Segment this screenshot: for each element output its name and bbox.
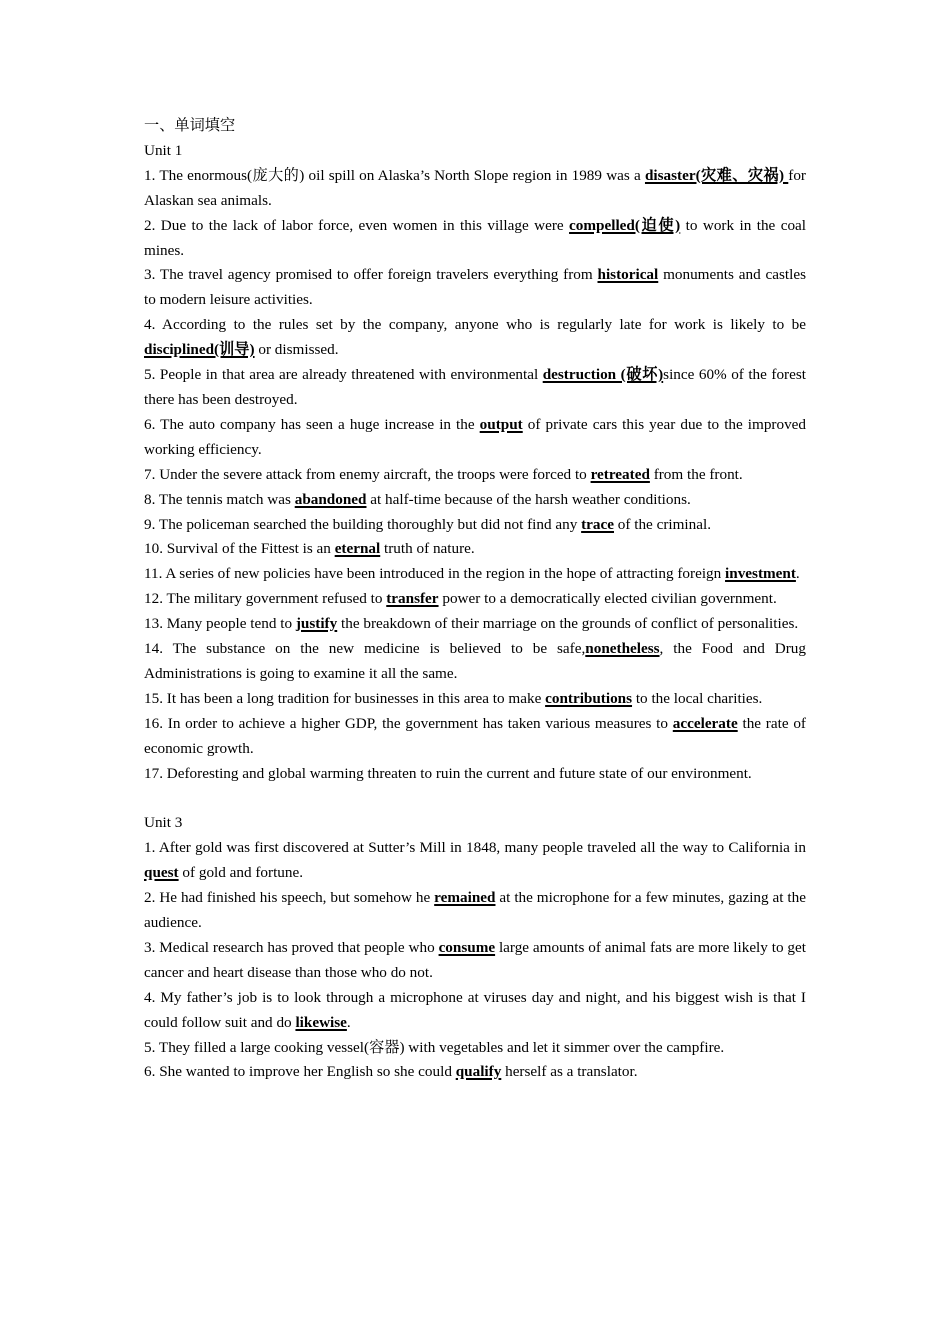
answer-word: remained: [434, 889, 496, 907]
section-heading: 一、单词填空: [144, 117, 236, 134]
exercise-item: 16. In order to achieve a higher GDP, the government has taken various measures to accelerate the rate of economic growth.: [144, 714, 806, 757]
unit3-title: Unit 3: [144, 814, 183, 832]
exercise-item: 15. It has been a long tradition for businesses in this area to make contributions to the local charities.: [144, 689, 763, 707]
exercise-item: 1. The enormous(庞大的) oil spill on Alaska’s North Slope region in 1989 was a disaster(灾难、灾祸) for Alaskan sea animals.: [144, 166, 806, 209]
exercise-item: 3. The travel agency promised to offer foreign travelers everything from historical monuments and castles to modern leisure activities.: [144, 266, 806, 309]
answer-word: abandoned: [294, 490, 367, 508]
answer-word: nonetheless: [585, 640, 660, 658]
answer-word: disciplined(训导): [144, 341, 255, 359]
exercise-item: 6. The auto company has seen a huge increase in the output of private cars this year due to the improved working efficiency.: [144, 415, 806, 458]
answer-word: eternal: [334, 540, 381, 558]
unit3-exercise-list: [144, 836, 806, 1085]
section-spacer: [144, 786, 806, 811]
answer-word: accelerate: [672, 714, 738, 732]
answer-word: trace: [581, 515, 614, 533]
answer-word: transfer: [386, 590, 439, 608]
unit1-title: Unit 1: [144, 141, 183, 159]
exercise-item: 4. My father’s job is to look through a microphone at viruses day and night, and his biggest wish is that I could follow suit and do likewise.: [144, 988, 806, 1031]
answer-word: investment: [725, 565, 796, 583]
exercise-item: 11. A series of new policies have been introduced in the region in the hope of attracting foreign investment.: [144, 565, 800, 583]
answer-word: output: [479, 415, 523, 433]
exercise-item: 10. Survival of the Fittest is an eternal truth of nature.: [144, 540, 475, 558]
answer-word: compelled(迫使): [569, 216, 681, 234]
exercise-item: 12. The military government refused to transfer power to a democratically elected civilian government.: [144, 590, 777, 608]
exercise-item: 14. The substance on the new medicine is believed to be safe,nonetheless, the Food and Drug Administrations is going to examine it all the same.: [144, 640, 806, 682]
exercise-item: 13. Many people tend to justify the breakdown of their marriage on the grounds of conflict of personalities.: [144, 615, 799, 633]
answer-word: historical: [597, 266, 659, 284]
exercise-item: 5. People in that area are already threatened with environmental destruction (破坏)since 60% of the forest there has been destroyed.: [144, 366, 806, 408]
answer-word: disaster(灾难、灾祸): [644, 166, 789, 184]
unit1-exercise-list: [144, 164, 806, 787]
exercise-item: 9. The policeman searched the building thoroughly but did not find any trace of the criminal.: [144, 515, 711, 533]
exercise-item: 4. According to the rules set by the company, anyone who is regularly late for work is likely to be disciplined(训导) or dismissed.: [144, 316, 806, 359]
answer-word: consume: [438, 938, 496, 956]
answer-word: retreated: [590, 465, 650, 483]
exercise-item: 8. The tennis match was abandoned at half-time because of the harsh weather conditions.: [144, 490, 691, 508]
answer-word: contributions: [545, 689, 633, 707]
exercise-item: 5. They filled a large cooking vessel(容器) with vegetables and let it simmer over the campfire.: [144, 1038, 725, 1056]
answer-word: quest: [144, 864, 179, 882]
exercise-item: 17. Deforesting and global warming threaten to ruin the current and future state of our environment.: [144, 764, 752, 782]
exercise-item: 6. She wanted to improve her English so she could qualify herself as a translator.: [144, 1063, 638, 1081]
answer-word: likewise: [295, 1013, 347, 1031]
document-page: [144, 114, 806, 1085]
exercise-item: 3. Medical research has proved that people who consume large amounts of animal fats are more likely to get cancer and heart disease than those who do not.: [144, 938, 806, 981]
exercise-item: 2. He had finished his speech, but somehow he remained at the microphone for a few minutes, gazing at the audience.: [144, 889, 806, 931]
exercise-item: 1. After gold was first discovered at Sutter’s Mill in 1848, many people traveled all the way to California in quest of gold and fortune.: [144, 839, 806, 882]
answer-word: justify: [295, 615, 338, 633]
answer-word: destruction (破坏): [542, 366, 664, 384]
exercise-item: 7. Under the severe attack from enemy aircraft, the troops were forced to retreated from the front.: [144, 465, 743, 483]
exercise-item: 2. Due to the lack of labor force, even women in this village were compelled(迫使) to work in the coal mines.: [144, 216, 807, 259]
answer-word: qualify: [455, 1063, 502, 1081]
